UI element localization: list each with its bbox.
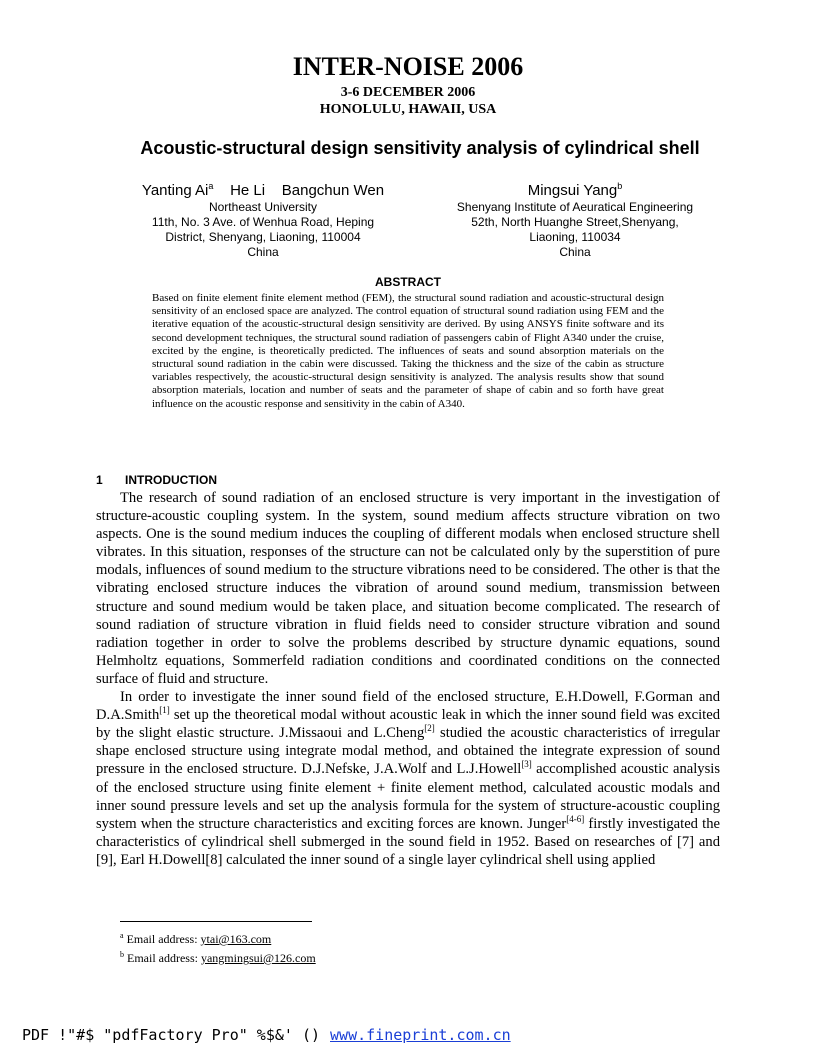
author-names-left [118,177,408,200]
email-link[interactable]: ytai@163.com [200,932,272,946]
affiliation-line: China [559,245,591,259]
author-superscript: a [208,181,214,191]
author-name: Yanting Ai [141,182,209,199]
text-run: firstly investigated the characteristics of cylindrical shell submerged in the sound field in 1952. Based on researches of [7] and [9], Earl H.Dowell[8] calculated the inner sound of a single layer cylindrical shell using applied [96,815,720,868]
email-link[interactable]: yangmingsui@126.com [200,951,316,965]
affiliation-line: 52th, North Huanghe Street,Shenyang, [471,215,679,229]
author-names-right [440,177,710,200]
footnote-mark: b [120,950,124,959]
paragraph: The research of sound radiation of an enclosed structure is very important in the investigation of structure-acoustic coupling system. In the system, sound medium affects structure vibration on two aspects. One is the sound medium induces the coupling of different modals when enclosed structure shell vibrates. In this situation, responses of the structure can not be calculated only by the superstition of pure modals, influences of sound medium to the structure vibrations need to be considered. The other is that the vibrating enclosed structure induces the vibration of around sound medium, transmission between structure and sound medium would be taken place, and situation become complicated. The research of sound radiation of structure vibration in fluid fields need to consider structure vibration and sound radiation together in order to solve the problems described by structure dynamic equations, sound Helmholtz equations, Sommerfeld radiation conditions and coordinated conditions on the connected surface of fluid and structure. [96,490,720,687]
fineprint-link[interactable]: www.fineprint.com.cn [330,1026,511,1044]
author-block-left [118,177,408,260]
affiliation-line: Northeast University [208,200,318,214]
affiliation-line: Liaoning, 110034 [529,230,621,244]
paper-title: Acoustic-structural design sensitivity analysis of cylindrical shell [140,138,700,158]
section-number: 1 [96,473,103,487]
citation: [1] [159,705,170,716]
footer-text: PDF !"#$ "pdfFactory Pro" %$&' () [22,1026,321,1044]
footnote-mark: a [120,931,124,940]
author-name: Mingsui Yang [527,182,618,199]
text-run: studied the acoustic characteristics of irregular shape enclosed structure using integrate modal method, and obtained the integrate expression of sound pressure in the enclosed structure. D.J.Nefske, J.A.Wolf and L.J.Howell [96,725,720,778]
author-block-right [440,177,710,260]
footnote [120,928,316,947]
abstract-text: Based on finite element finite element method (FEM), the structural sound radiation and acoustic-structural design sensitivity of an enclosed space are analyzed. The control equation of structural sound radiation using FEM and the iterative equation of the acoustic-structural design sensitivity are derived. By using ANSYS finite software and its second development techniques, the structural sound radiation of passengers cabin of Flight A340 under the cruise, excited by the engine, is theoretically predicted. The influences of seats and sound absorption materials on the structural sound radiation in the cabin were discussed. Taking the thickness and the size of the cabin as structure variables respectively, the acoustic-structural design sensitivity is analyzed. The analysis results show that sound absorption materials, location and number of seats and the parameter of shape of cabin and so forth have great influence on the acoustic response and sensitivity in the cabin of A340. [152,292,664,410]
affiliation-line: Shenyang Institute of Aeuratical Engineering [456,200,694,214]
footnotes [120,928,316,966]
author-superscript: b [617,181,623,191]
pdf-factory-footer [22,1026,511,1044]
text-run: In order to investigate the inner sound field of the enclosed structure, E.H.Dowell, F.Gorman and D.A.Smith [96,689,720,724]
footnote-divider [120,921,312,922]
footnote-label: Email address: [126,932,201,946]
affiliation-line: District, Shenyang, Liaoning, 110004 [165,230,361,244]
conference-title: INTER-NOISE 2006 [292,52,524,81]
abstract-heading: ABSTRACT [375,275,441,289]
conference-location: HONOLULU, HAWAII, USA [319,102,497,117]
affiliation-line: 11th, No. 3 Ave. of Wenhua Road, Heping [151,215,375,229]
author-name: He Li [230,182,266,199]
body-text [96,489,720,869]
author-name: Bangchun Wen [281,182,385,199]
citation: [3] [521,759,532,770]
text-run: accomplished acoustic analysis of the enclosed structure using finite element + finite element method, calculated acoustic modals and inner sound pressure levels and set up the analysis formula for the system of structure-acoustic coupling system when the structure characteristics and exciting forces are known. Junger [96,761,720,832]
citation: [4-6] [566,813,585,824]
section-heading [96,473,217,487]
affiliation-line: China [247,245,279,259]
section-title: INTRODUCTION [125,473,217,487]
text-run: set up the theoretical modal without acoustic leak in which the inner sound field was excited by the slight elastic structure. J.Missaoui and L.Cheng [96,707,720,742]
footnote [120,947,316,966]
conference-date: 3-6 DECEMBER 2006 [340,85,476,100]
paragraph [96,688,720,869]
citation: [2] [424,723,435,734]
footnote-label: Email address: [127,951,201,965]
